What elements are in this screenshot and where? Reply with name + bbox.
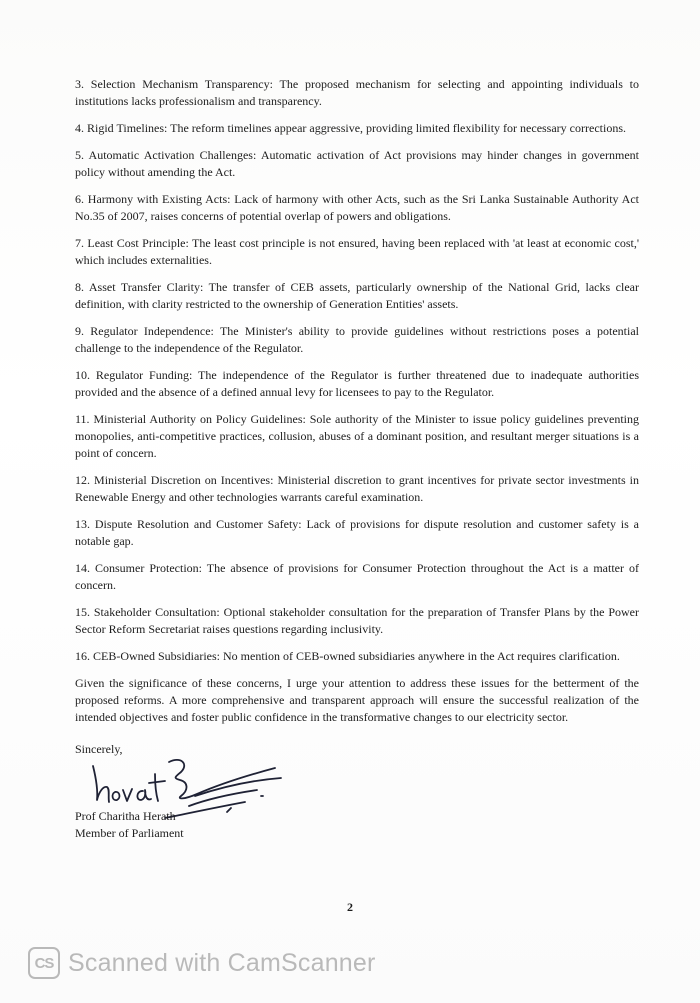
page-number: 2 — [347, 900, 353, 914]
concern-item-15: 15. Stakeholder Consultation: Optional stakeholder consultation for the preparation of Transfer Plans by the Power Sector Reform Secretariat raises questions regarding inclusivity. — [75, 605, 639, 636]
concern-item-12: 12. Ministerial Discretion on Incentives: Ministerial discretion to grant incentives for private sector investments in Renewable Energy and other technologies warrants careful examination. — [75, 473, 639, 504]
concern-item-3: 3. Selection Mechanism Transparency: The proposed mechanism for selecting and appointing individuals to institutions lacks professionalism and transparency. — [75, 77, 639, 108]
concern-item-10: 10. Regulator Funding: The independence of the Regulator is further threatened due to inadequate authorities provided and the absence of a defined annual levy for licensees to pay to the Regulator. — [75, 368, 639, 399]
concern-item-11: 11. Ministerial Authority on Policy Guidelines: Sole authority of the Minister to issue policy guidelines preventing monopolies, anti-competitive practices, collusion, abuses of a dominant position, and resultant merger situations is a point of concern. — [75, 412, 639, 460]
concern-item-5: 5. Automatic Activation Challenges: Automatic activation of Act provisions may hinder changes in government policy without amending the Act. — [75, 148, 639, 179]
concern-item-4: 4. Rigid Timelines: The reform timelines appear aggressive, providing limited flexibility for necessary corrections. — [75, 121, 626, 135]
letter-body — [75, 76, 639, 846]
signature-block — [75, 736, 639, 846]
signer-name: Prof Charitha Herath — [75, 809, 176, 823]
concern-item-7: 7. Least Cost Principle: The least cost principle is not ensured, having been replaced with 'at least at economic cost,' which includes externalities. — [75, 236, 639, 267]
concern-item-14: 14. Consumer Protection: The absence of provisions for Consumer Protection throughout the Act is a matter of concern. — [75, 561, 639, 592]
watermark-text: Scanned with CamScanner — [68, 948, 376, 977]
closing-paragraph: Given the significance of these concerns, I urge your attention to address these issues for the betterment of the proposed reforms. A more comprehensive and transparent approach will ensure the successful realization of the intended objectives and foster public confidence in the transformative changes to our electricity sector. — [75, 676, 639, 724]
concern-item-16: 16. CEB-Owned Subsidiaries: No mention of CEB-owned subsidiaries anywhere in the Act requires clarification. — [75, 649, 620, 663]
concern-item-6: 6. Harmony with Existing Acts: Lack of harmony with other Acts, such as the Sri Lanka Sustainable Authority Act No.35 of 2007, raises concerns of potential overlap of powers and obligations. — [75, 192, 639, 223]
concern-item-8: 8. Asset Transfer Clarity: The transfer of CEB assets, particularly ownership of the National Grid, lacks clear definition, with clarity restricted to the ownership of Generation Entities' assets. — [75, 280, 639, 311]
camscanner-watermark — [28, 945, 376, 981]
concern-item-13: 13. Dispute Resolution and Customer Safety: Lack of provisions for dispute resolution and customer safety is a notable gap. — [75, 517, 639, 548]
signer-title: Member of Parliament — [75, 826, 184, 840]
salutation: Sincerely, — [75, 742, 123, 756]
camscanner-logo-icon: CS — [28, 947, 60, 979]
concern-item-9: 9. Regulator Independence: The Minister's ability to provide guidelines without restrictions poses a potential challenge to the independence of the Regulator. — [75, 324, 639, 355]
